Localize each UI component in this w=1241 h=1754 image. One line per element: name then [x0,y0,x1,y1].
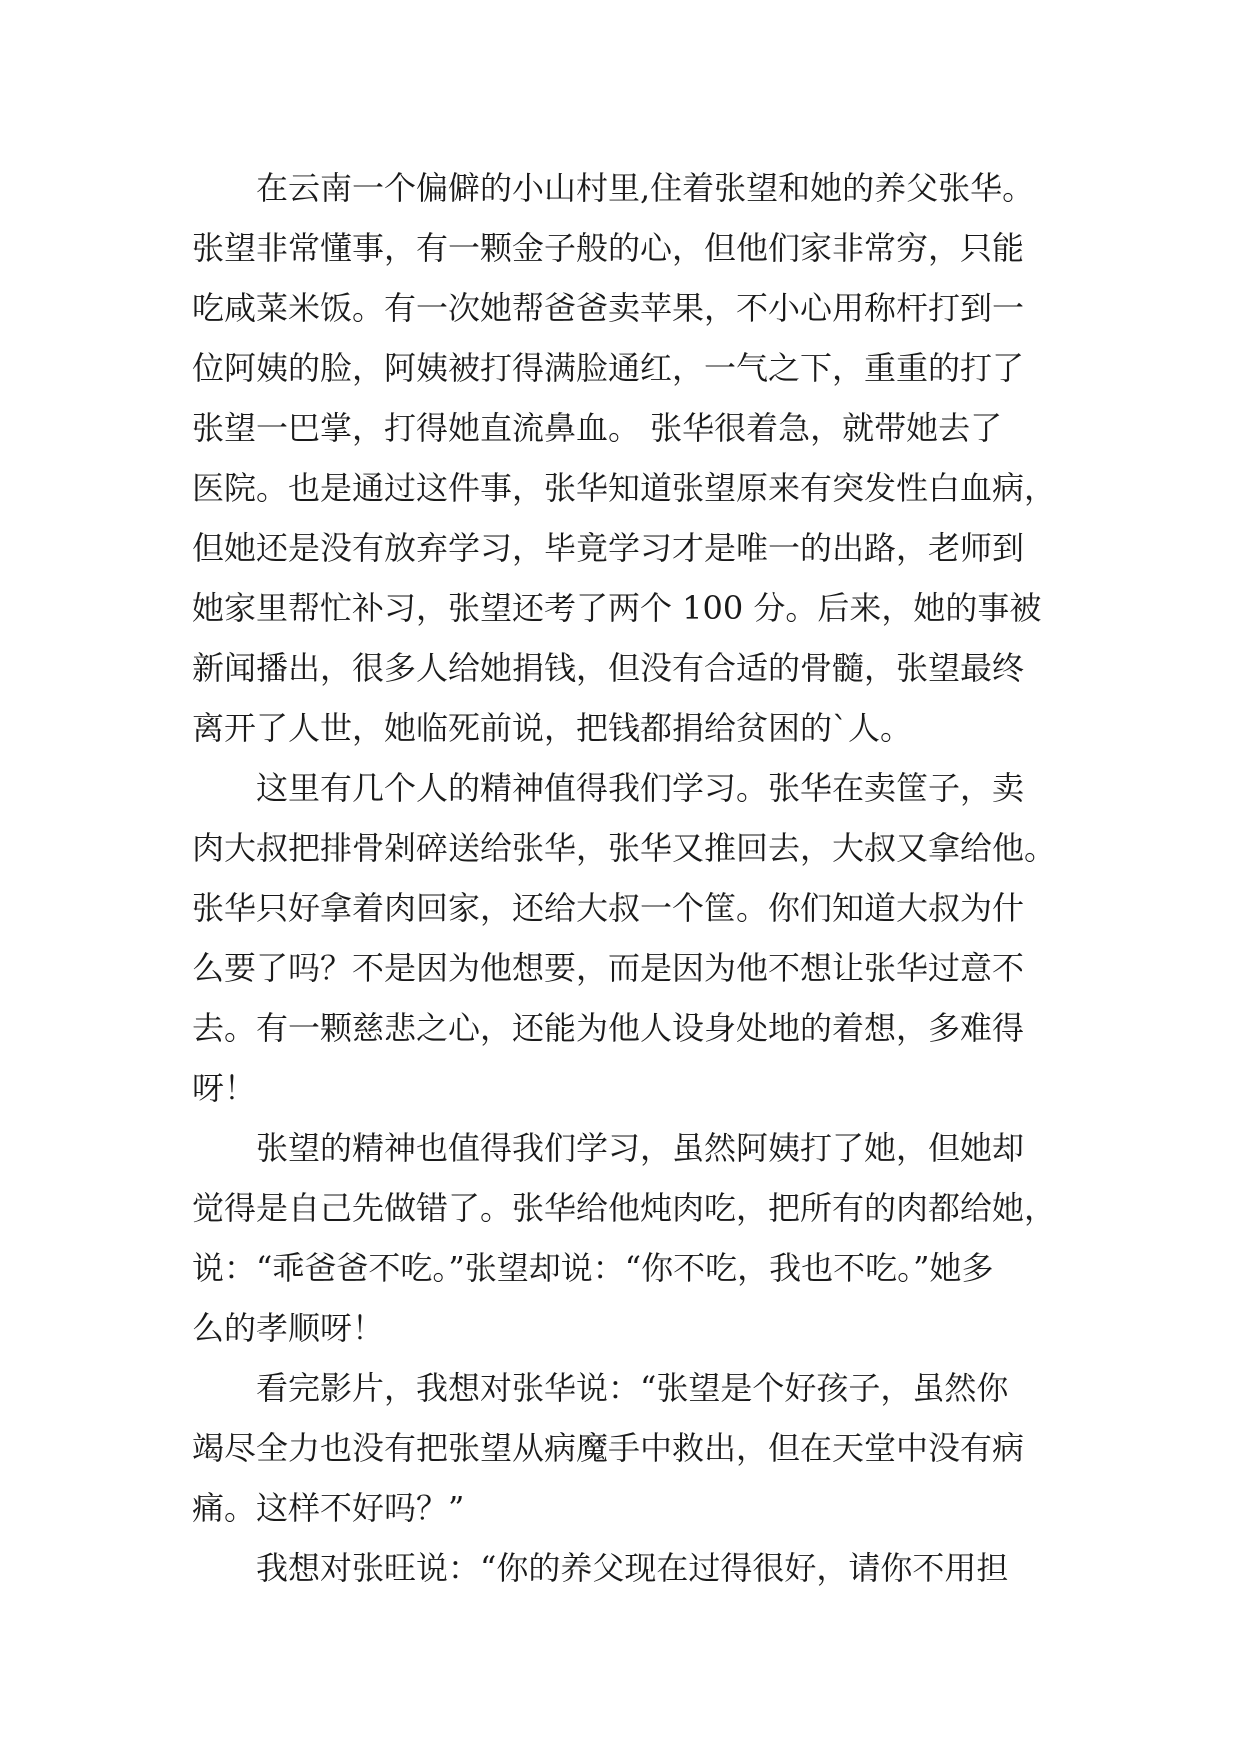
text-line: 我想对张旺说：“你的养父现在过得很好，请你不用担 [256,1549,1009,1587]
text-line: 她家里帮忙补习，张望还考了两个 100 分。后来，她的事被 [192,589,1042,627]
text-line: 但她还是没有放弃学习，毕竟学习才是唯一的出路，老师到 [192,529,1025,567]
text-line: 医院。也是通过这件事，张华知道张望原来有突发性白血病， [192,469,1057,507]
text-line: 张望非常懂事，有一颗金子般的心，但他们家非常穷，只能 [192,229,1025,267]
text-line: 觉得是自己先做错了。张华给他炖肉吃，把所有的肉都给她， [192,1189,1057,1227]
essay-body [192,158,1057,1598]
paragraph-1 [192,158,1057,758]
text-line: 张华只好拿着肉回家，还给大叔一个筐。你们知道大叔为什 [192,889,1025,927]
text-line: 新闻播出，很多人给她捐钱，但没有合适的骨髓，张望最终 [192,649,1025,687]
text-line: 位阿姨的脸，阿姨被打得满脸通红，一气之下，重重的打了 [192,349,1025,387]
text-line: 么要了吗？不是因为他想要，而是因为他不想让张华过意不 [192,949,1025,987]
text-line: 竭尽全力也没有把张望从病魔手中救出，但在天堂中没有病 [192,1429,1025,1467]
paragraph-2 [192,758,1057,1118]
text-line: 呀！ [192,1069,257,1107]
paragraph-4 [192,1358,1052,1538]
text-line: 说：“乖爸爸不吃。”张望却说：“你不吃，我也不吃。”她多 [192,1249,994,1287]
text-line: 吃咸菜米饭。有一次她帮爸爸卖苹果，不小心用称杆打到一 [192,289,1025,327]
text-line: 在云南一个偏僻的小山村里,住着张望和她的养父张华。 [256,169,1035,207]
text-line: 么的孝顺呀！ [192,1309,385,1347]
text-line: 这里有几个人的精神值得我们学习。张华在卖筐子，卖 [256,769,1025,807]
text-line: 离开了人世，她临死前说，把钱都捐给贫困的`人。 [192,709,913,747]
text-line: 张望一巴掌，打得她直流鼻血。 张华很着急，就带她去了 [192,409,1003,447]
text-line: 肉大叔把排骨剁碎送给张华，张华又推回去，大叔又拿给他。 [192,829,1057,867]
text-line: 看完影片，我想对张华说：“张望是个好孩子，虽然你 [256,1369,1009,1407]
text-line: 痛。这样不好吗？” [192,1489,465,1527]
text-line: 去。有一颗慈悲之心，还能为他人设身处地的着想，多难得 [192,1009,1025,1047]
paragraph-5 [192,1538,1052,1598]
text-line: 张望的精神也值得我们学习，虽然阿姨打了她，但她却 [256,1129,1025,1167]
paragraph-3 [192,1118,1057,1358]
